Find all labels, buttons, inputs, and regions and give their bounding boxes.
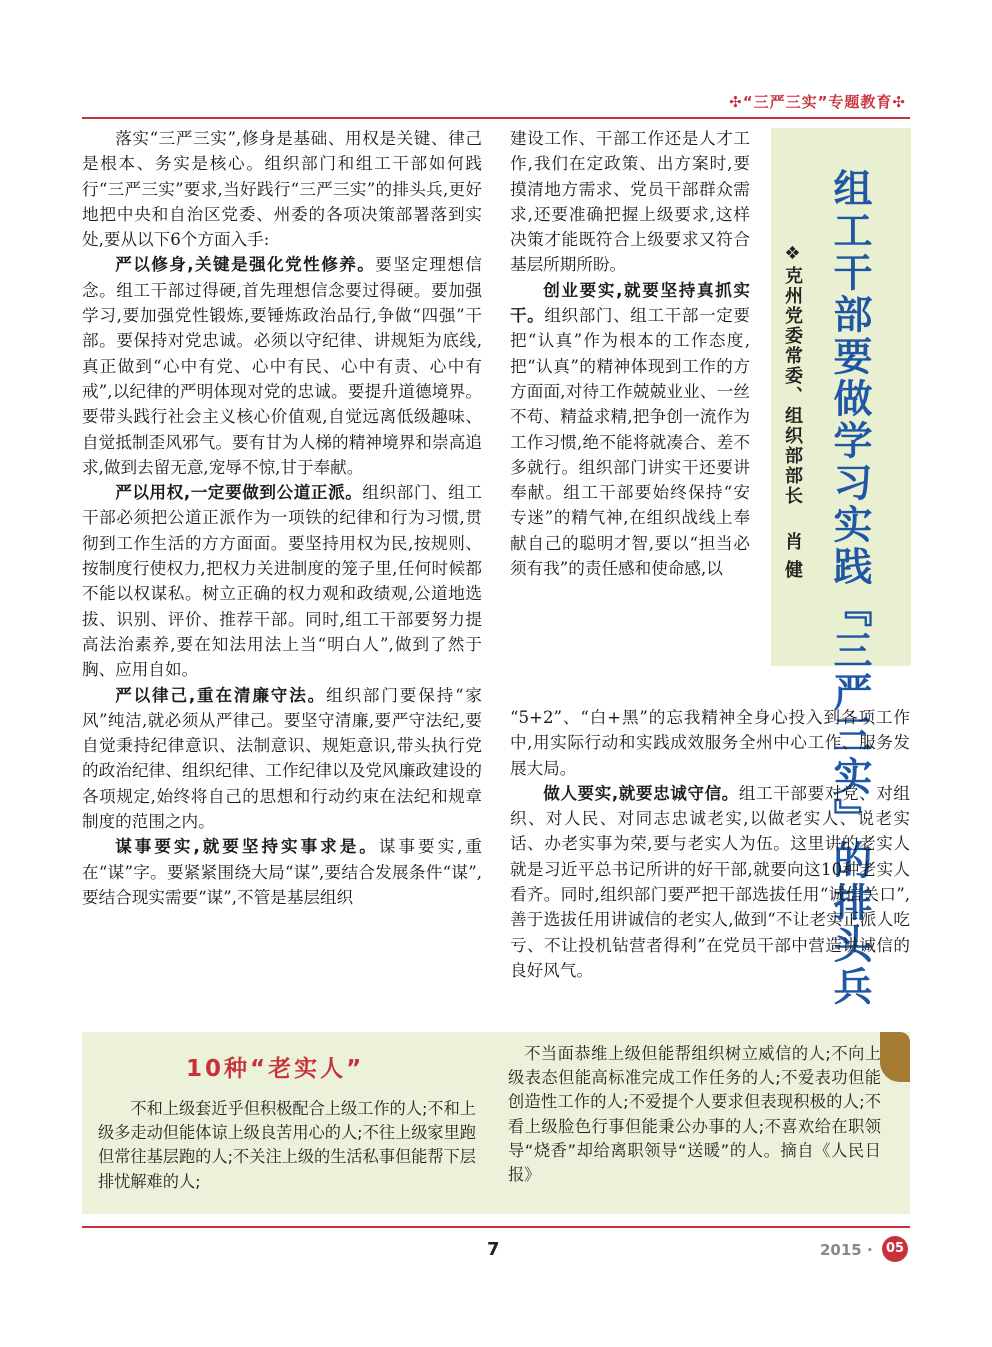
author-byline: [779, 243, 805, 580]
article-column-middle: [510, 126, 750, 581]
issue-badge: 05: [882, 1236, 908, 1262]
continued-paragraph: “5+2”、“白+黑”的忘我精神全身心投入到各项工作中,用实际行动和实践成效服务全州中心工作、服务发展大局。: [510, 708, 910, 778]
page-number: 7: [487, 1239, 500, 1260]
section-body: 组织部门、组工干部必须把公道正派作为一项铁的纪律和行为习惯,贯彻到工作生活的方方面面。要坚持用权为民,按规则、按制度行使权力,把权力关进制度的笼子里,任何时候都不能以权谋私。树立正确的权力观和政绩观,公道地选拔、识别、评价、推荐干部。同时,组工干部要努力提高法治素养,要在知法用法上当“明白人”,做到了然于胸、应用自如。: [82, 483, 482, 680]
page-curl-decoration: [880, 1032, 910, 1082]
section-body: 组工干部要对党、对组织、对人民、对同志忠诚老实,以做老实人、说老实话、办老实事为荣,要与老实人为伍。这里讲的老实人就是习近平总书记所讲的好干部,就要向这10种老实人看齐。同时,组织部门要严把干部选拔任用“诚信关口”,善于选拔任用讲诚信的老实人,做到“不让老实正派人吃亏、不让投机钻营者得利”在党员干部中营造讲诚信的良好风气。: [510, 783, 910, 980]
header-divider: [82, 117, 910, 119]
section-paragraph: [82, 834, 482, 910]
article-column-right: [510, 705, 910, 983]
author-name: 肖 健: [782, 532, 803, 581]
section-heading: 做人要实,就要忠诚守信。: [543, 783, 739, 803]
section-paragraph: [82, 252, 482, 480]
article-column-left: [82, 126, 482, 910]
continued-paragraph: 建设工作、干部工作还是人才工作,我们在定政策、出方案时,要摸清地方需求、党员干部群众需求,还要准确把握上级要求,这样决策才能既符合上级要求又符合基层所期所盼。: [510, 129, 750, 275]
section-body: 要坚定理想信念。组工干部过得硬,首先理想信念要过得硬。要加强学习,要加强党性锻炼,要锤炼政治品行,争做“四强”干部。要保持对党忠诚。必须以守纪律、讲规矩为底线,真正做到“心中有党、心中有民、心中有责、心中有戒”,以纪律的严明体现对党的忠诚。要提升道德境界。要带头践行社会主义核心价值观,自觉远离低级趣味、自觉抵制歪风邪气。要有甘为人梯的精神境界和崇高追求,做到去留无意,宠辱不惊,甘于奉献。: [82, 255, 482, 477]
section-heading: 谋事要实,就要坚持实事求是。: [115, 837, 379, 857]
sidebar-title: 10种“老实人”: [186, 1056, 365, 1082]
section-heading: 严以修身,关键是强化党性修养。: [115, 255, 376, 275]
sidebar-text-left: 不和上级套近乎但积极配合上级工作的人;不和上级多走动但能体谅上级良苦用心的人;不往上级家里跑但常往基层跑的人;不关注上级的生活私事但能帮下层排忧解难的人;: [98, 1099, 476, 1191]
section-paragraph: [82, 683, 482, 835]
section-label: ✣“三严三实”专题教育✣: [729, 93, 906, 111]
section-heading: 创业要实,就要坚持真抓实干。: [510, 280, 750, 326]
section-paragraph: [82, 480, 482, 682]
section-heading: 严以用权,一定要做到公道正派。: [115, 483, 363, 503]
issue-year: 2015 ·: [820, 1241, 873, 1259]
section-body: 谋事要实,重在“谋”字。要紧紧围绕大局“谋”,要结合发展条件“谋”,要结合现实需要“谋”,不管是基层组织: [82, 837, 482, 907]
footer-divider: [82, 1226, 910, 1228]
section-paragraph: [510, 278, 750, 582]
section-body: 组织部门、组工干部一定要把“认真”作为根本的工作态度,把“认真”的精神体现到工作的方方面面,对待工作兢兢业业、一丝不苟、精益求精,把争创一流作为工作习惯,绝不能将就凑合、差不多就行。组织部门讲实干还要讲奉献。组工干部要始终保持“安专迷”的精气神,在组织战线上奉献自己的聪明才智,要以“担当必须有我”的责任感和使命感,以: [510, 306, 751, 579]
section-body: 组织部门要保持“家风”纯洁,就必须从严律己。要坚守清廉,要严守法纪,要自觉秉持纪律意识、法制意识、规矩意识,带头执行党的政治纪律、组织纪律、工作纪律以及党风廉政建设的各项规定,始终将自己的思想和行动约束在法纪和规章制度的范围之内。: [82, 685, 482, 832]
section-paragraph: [510, 781, 910, 983]
intro-paragraph: 落实“三严三实”,修身是基础、用权是关键、律己是根本、务实是核心。组织部门和组工干部如何践行“三严三实”要求,当好践行“三严三实”的排头兵,更好地把中央和自治区党委、州委的各项决策部署落到实处,要从以下6个方面入手:: [82, 129, 482, 250]
article-title: 组工干部要做学习实践『三严三实』的排头兵: [827, 168, 872, 1008]
sidebar-text-right: 不当面恭维上级但能帮组织树立威信的人;不向上级表态但能高标准完成工作任务的人;不爱表功但能创造性工作的人;不爱提个人要求但表现积极的人;不看上级脸色行事但能秉公办事的人;不喜欢给在职领导“烧香”却给离职领导“送暖”的人。摘自《人民日报》: [508, 1044, 881, 1185]
section-heading: 严以律己,重在清廉守法。: [115, 685, 327, 705]
author-org: ❖克州党委常委、组织部部长: [782, 243, 803, 506]
